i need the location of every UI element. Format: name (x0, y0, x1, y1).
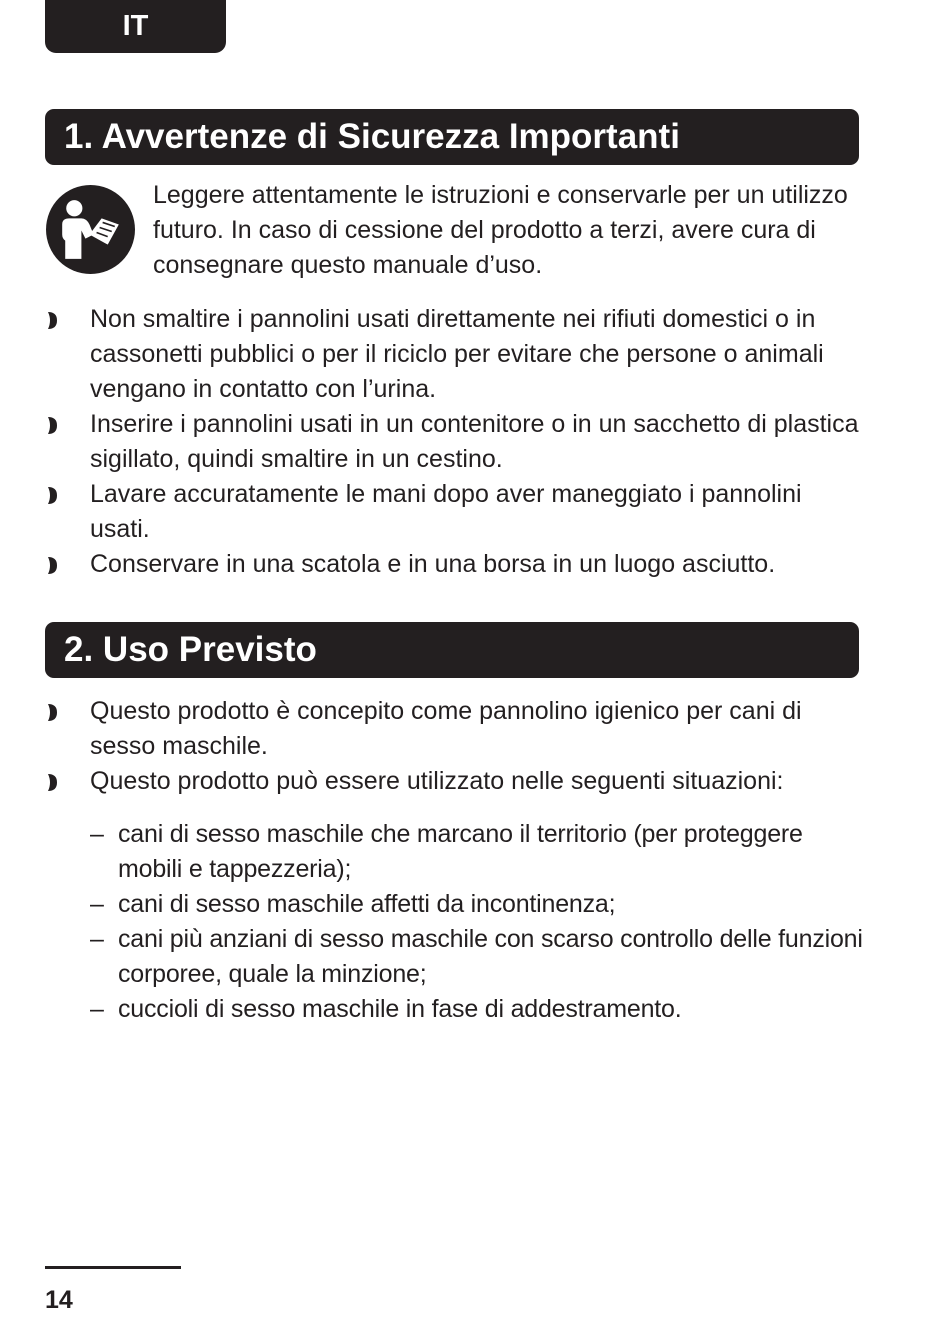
list-item: Inserire i pannolini usati in un contenitore o in un sacchetto di plastica sigillato, quindi smaltire in un cestino. (45, 407, 865, 477)
page-number: 14 (45, 1286, 73, 1314)
list-item: Questo prodotto può essere utilizzato nelle seguenti situazioni: (45, 764, 865, 799)
bullet-icon (48, 312, 57, 329)
sub-list-item: – cuccioli di sesso maschile in fase di addestramento. (90, 992, 870, 1027)
list-item: Questo prodotto è concepito come pannolino igienico per cani di sesso maschile. (45, 694, 865, 764)
bullet-icon (48, 487, 57, 504)
list-item: Non smaltire i pannolini usati direttamente nei rifiuti domestici o in cassonetti pubblici o per il riciclo per evitare che persone o animali vengano in contatto con l’urina. (45, 302, 865, 407)
situations-sub-list (90, 817, 870, 1027)
dash-marker: – (90, 995, 104, 1023)
sub-list-item: – cani di sesso maschile che marcano il territorio (per proteggere mobili e tappezzeria); (90, 817, 870, 887)
language-tab: IT (45, 0, 226, 53)
dash-marker: – (90, 890, 104, 918)
section-heading-safety (45, 109, 859, 165)
safety-bullet-list (45, 302, 865, 582)
list-item: Conservare in una scatola e in una borsa in un luogo asciutto. (45, 547, 865, 582)
bullet-icon (48, 557, 57, 574)
sub-list-item: – cani più anziani di sesso maschile con scarso controllo delle funzioni corporee, quale la minzione; (90, 922, 870, 992)
section-title: 2. Uso Previsto (64, 630, 317, 669)
bullet-icon (48, 704, 57, 721)
section-title: 1. Avvertenze di Sicurezza Importanti (64, 117, 680, 156)
footer-rule (45, 1266, 181, 1269)
bullet-icon (48, 774, 57, 791)
bullet-icon (48, 417, 57, 434)
dash-marker: – (90, 820, 104, 848)
dash-marker: – (90, 925, 104, 953)
intro-paragraph: Leggere attentamente le istruzioni e conservarle per un utilizzo futuro. In caso di cessione del prodotto a terzi, avere cura di consegnare questo manuale d’uso. (153, 181, 848, 279)
intended-use-bullet-list (45, 694, 865, 799)
sub-list-item: – cani di sesso maschile affetti da incontinenza; (90, 887, 870, 922)
read-manual-icon (45, 184, 136, 275)
list-item: Lavare accuratamente le mani dopo aver maneggiato i pannolini usati. (45, 477, 865, 547)
section-heading-intended-use (45, 622, 859, 678)
